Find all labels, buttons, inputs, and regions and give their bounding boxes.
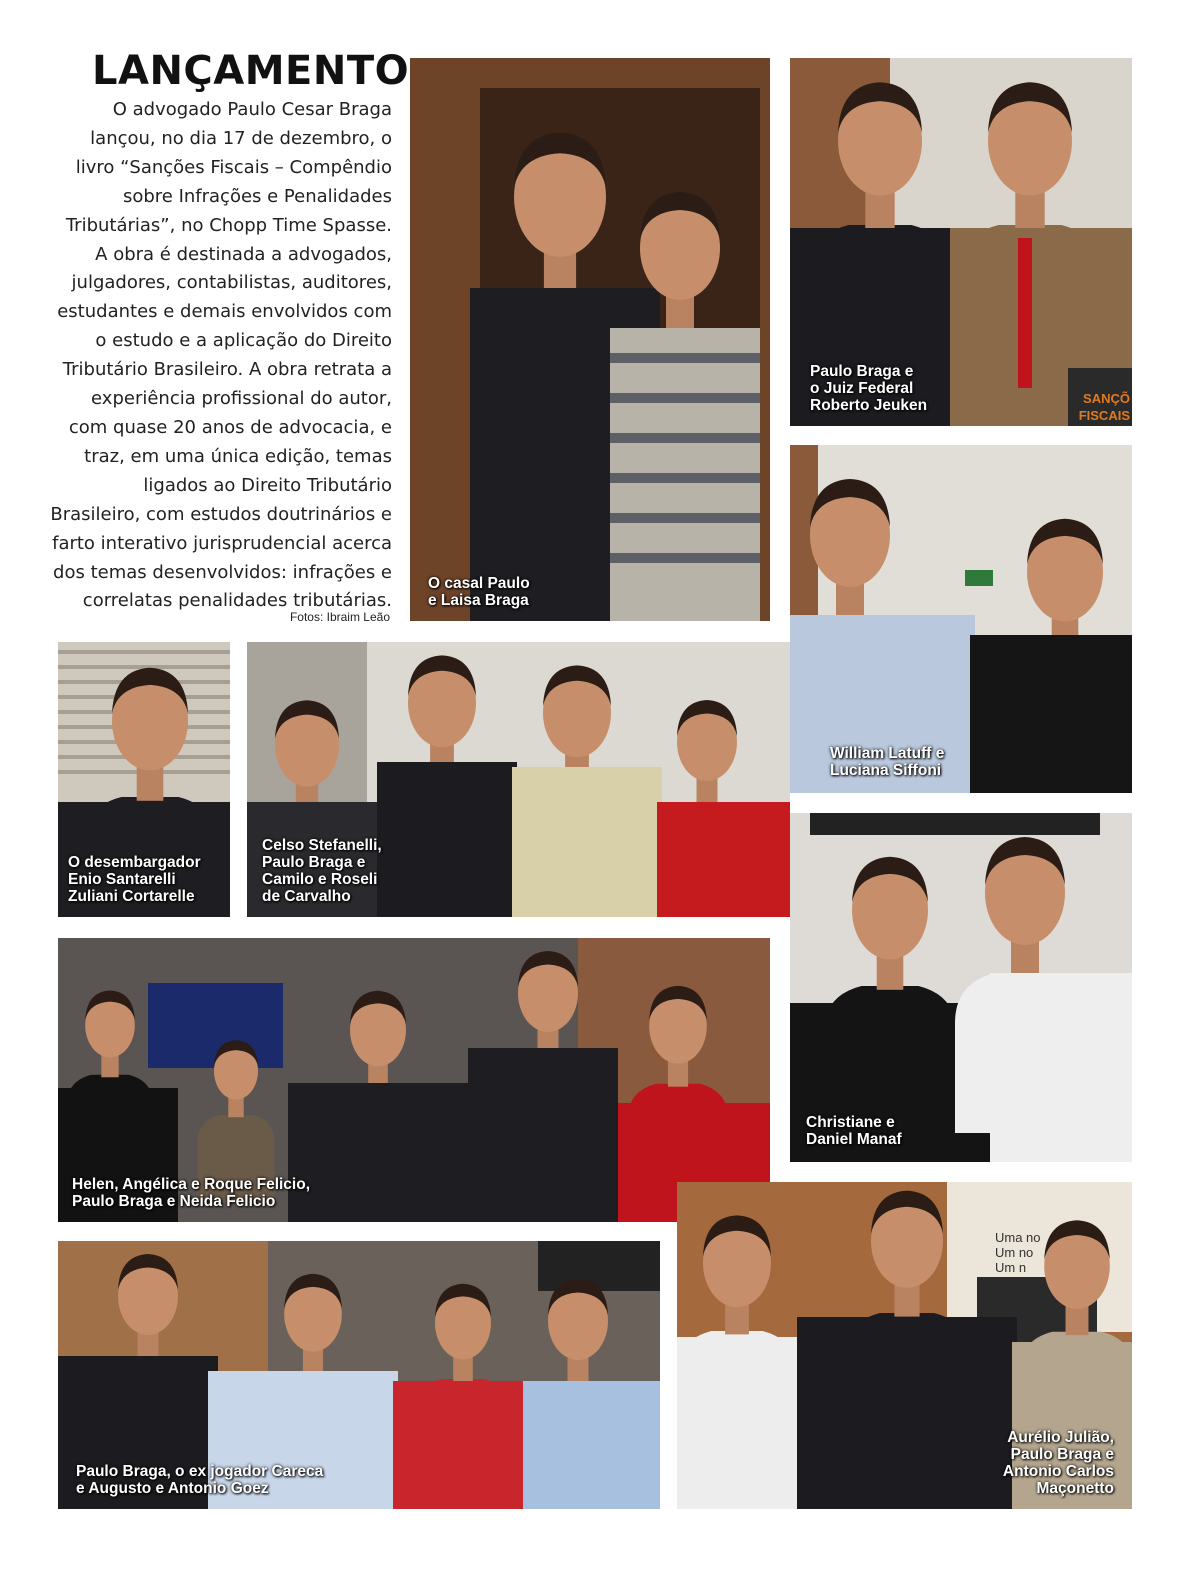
- article-headline: LANÇAMENTO: [92, 48, 410, 94]
- photo-caption: Christiane e Daniel Manaf: [806, 1114, 902, 1148]
- photo-manaf: [790, 813, 1132, 1162]
- photo-latuff: [790, 445, 1132, 793]
- photo-enio: [58, 642, 230, 917]
- photo-careca: [58, 1241, 660, 1509]
- photo-caption: O casal Paulo e Laisa Braga: [428, 575, 530, 609]
- article-body: O advogado Paulo Cesar Braga lançou, no dia 17 de dezembro, o livro “Sanções Fiscais – Compêndio sobre Infrações e Penalidades Tributárias”, no Chopp Time Spasse. A obra é destinada a advogados, julgadores, contabilistas, auditores, estudantes e demais envolvidos com o estudo e a aplicação do Direito Tributário Brasileiro. A obra retrata a experiência profissional do autor, com quase 20 anos de advocacia, e traz, em uma única edição, temas ligados ao Direito Tributário Brasileiro, com estudos doutrinários e farto interativo jurisprudencial acerca dos temas desenvolvidos: infrações e correlatas penalidades tributárias.: [50, 99, 392, 612]
- photo-caption: Helen, Angélica e Roque Felicio, Paulo Braga e Neida Felicio: [72, 1176, 311, 1210]
- photo-felicio: [58, 938, 770, 1222]
- photo-caption: O desembargador Enio Santarelli Zuliani Cortarelle: [68, 854, 201, 905]
- book-cover-text: SANÇÕ FISCAIS: [1078, 391, 1130, 423]
- photo-juiz: [790, 58, 1132, 426]
- photo-caption: William Latuff e Luciana Siffoni: [830, 745, 945, 779]
- photo-caption: Paulo Braga e o Juiz Federal Roberto Jeuken: [810, 363, 928, 414]
- photo-caption: Aurélio Julião, Paulo Braga e Antonio Carlos Maçonetto: [1002, 1429, 1114, 1497]
- photo-caption: Celso Stefanelli, Paulo Braga e Camilo e Roseli de Carvalho: [262, 837, 382, 905]
- banner-text: Uma no Um no Um n: [995, 1230, 1041, 1275]
- photo-caption: Paulo Braga, o ex jogador Careca e Augusto e Antonio Goez: [76, 1463, 324, 1497]
- photo-casal: [410, 58, 770, 621]
- photo-juliao: [677, 1182, 1132, 1509]
- photo-credit: Fotos: Ibraim Leão: [289, 610, 390, 624]
- photo-celso: [247, 642, 790, 917]
